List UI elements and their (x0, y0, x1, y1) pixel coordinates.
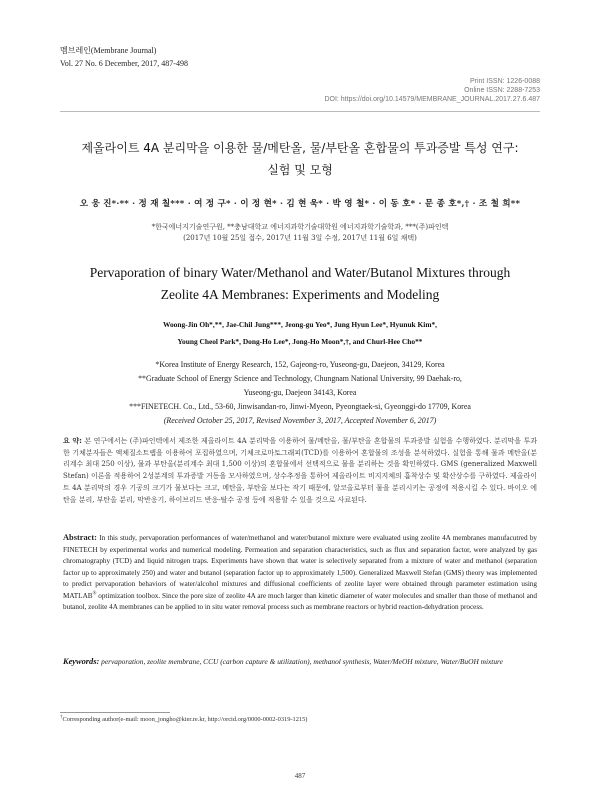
journal-name: 멤브레인(Membrane Journal) (60, 46, 157, 55)
korean-title-line-1: 제올라이트 4A 분리막을 이용한 물/메탄올, 물/부탄올 혼합물의 투과증발 특성 연구: (81, 141, 519, 155)
english-abstract-label: Abstract: (63, 533, 97, 542)
korean-affiliation-line: *한국에너지기술연구원, **충남대학교 에너지과학기술대학원 에너지과학기술학과, ***(주)파인텍 (151, 223, 449, 231)
issn-block (240, 77, 540, 104)
english-title (80, 262, 520, 306)
english-abstract (63, 532, 537, 614)
english-abstract-text-2: optimization toolbox. Since the pore size of zeolite 4A are much larger than kinetic diameter of water molecules and smaller than those of methanol and butanol, zeolite 4A membranes can be applied to in situ water removal process such as membrane reactors or hybrid reaction-dehydration process. (63, 591, 537, 611)
affiliation-4: ***FINETECH. Co., Ltd., 53-60, Jinwisandan-ro, Jinwi-Myeon, Pyeongtaek-si, Gyeonggi-do 17709, Korea (129, 402, 471, 411)
footnote-mark: † (60, 714, 63, 720)
affiliation-2: **Graduate School of Energy Science and Technology, Chungnam National University, 99 Daehak-ro, (138, 374, 462, 383)
affiliation-1: *Korea Institute of Energy Research, 152, Gajeong-ro, Yuseong-gu, Daejeon, 34129, Korea (155, 360, 445, 369)
korean-title (60, 137, 540, 181)
korean-authors: 오 웅 진*·** · 정 재 칠*** · 여 정 구* · 이 정 현* · 김 현 욱* · 박 영 철* · 이 동 호* · 문 종 호*,† · 조 철 희** (79, 199, 521, 209)
korean-abstract-label: 요 약: (63, 437, 82, 445)
keywords-text: pervaporation, zeolite membrane, CCU (carbon capture & utilization), methanol synthesis, Water/MeOH mixture, Water/BuOH mixture (101, 657, 503, 666)
korean-abstract (63, 436, 537, 506)
english-abstract-text-1: In this study, pervaporation performances of water/methanol and water/butanol mixture were evaluated using zeolite 4A membranes manufacutred by FINETECH by experimental works and numerical modeling. Permeation and separation characteristics, such as flux and separation factor, were analyzed by gas chromatography (TCD) and liquid nitrogen traps. Experiments have shown that water is selectively separated from a mixture of water and methanol (separation factor up to approximately 250) and water and butanol (separation factor up to approximately 1,500). Generalized Maxwell Stefan (GMS) theory was implemented to predict pervaporation behaviors of water/alcohol mixtures and diffusional coefficients of zeolite layer were obtained through parameter estimation using MATLAB (63, 534, 538, 600)
korean-abstract-text: 본 연구에서는 (주)파인텍에서 제조한 제올라이트 4A 분리막을 이용하여 물/메탄올, 물/부탄올 혼합물의 투과증발 실험을 수행하였다. 분리막을 투과한 기체분자들은 액체질소트랩을 이용하여 포집하였으며, 기체크로마토그래피(TCD)를 이용하여 혼합물의 조성을 분석하였다. 실험을 통해 물과 메탄올(분리계수 최대 250 이상), 물과 부탄올(분리계수 최대 1,500 이상)의 혼합물에서 선택적으로 물을 분리하는 것을 확인하였다. GMS (generalized Maxwell Stefan) 이론을 적용하여 2성분계의 투과증발 거동을 모사하였으며, 상수추정을 통하여 제올라이트 비지지체의 흡착상수 및 확산상수를 구하였다. 제올라이트 4A 분리막의 경우 기공의 크기가 물보다는 크고, 메탄올, 부탄올 보다는 작기 때문에, 알코올로부터 물을 분리시키는 공정에 적용시킬 수 있다. 바이오 에탄올 분리, 부탄올 분리, 막반응기, 하이브리드 반응-탈수 공정 등에 적용할 수 있을 것으로 사료된다. (63, 437, 537, 504)
doi-link[interactable]: DOI: https://doi.org/10.14579/MEMBRANE_JOURNAL.2017.27.6.487 (324, 96, 540, 103)
korean-affiliations (40, 222, 560, 244)
footnote-divider (60, 712, 170, 713)
korean-dates: (2017년 10월 25일 접수, 2017년 11월 3일 수정, 2017년 11월 6일 채택) (183, 234, 417, 242)
english-title-line-2: Zeolite 4A Membranes: Experiments and Modeling (160, 287, 440, 302)
journal-header (60, 44, 188, 70)
korean-title-line-2: 실험 및 모형 (267, 163, 333, 177)
header-divider (60, 111, 540, 112)
footnote (60, 716, 540, 723)
english-authors-line-2: Young Cheol Park*, Dong-Ho Lee*, Jong-Ho Moon*,†, and Churl-Hee Cho** (177, 337, 423, 346)
keywords-label: Keywords: (63, 657, 100, 666)
print-issn: Print ISSN: 1226-0088 (469, 78, 540, 85)
footnote-text: Corresponding author(e-mail: moon_jongho@kier.re.kr, http://orcid.org/0000-0002-0319-1215) (62, 716, 308, 723)
received-dates: (Received October 25, 2017, Revised November 3, 2017, Accepted November 6, 2017) (163, 416, 437, 425)
keywords-block (63, 656, 537, 667)
english-affiliations (60, 358, 540, 428)
registered-mark: ® (92, 591, 97, 597)
english-authors-line-1: Woong-Jin Oh*,**, Jae-Chil Jung***, Jeong-gu Yeo*, Jung Hyun Lee*, Hyunuk Kim*, (162, 320, 438, 329)
english-authors (80, 316, 520, 350)
volume-line: Vol. 27 No. 6 December, 2017, 487-498 (60, 59, 188, 68)
affiliation-3: Yuseong-gu, Daejeon 34143, Korea (243, 388, 357, 397)
online-issn: Online ISSN: 2288-7253 (464, 87, 540, 94)
english-title-line-1: Pervaporation of binary Water/Methanol and Water/Butanol Mixtures through (89, 265, 511, 280)
page-number: 487 (294, 772, 306, 780)
